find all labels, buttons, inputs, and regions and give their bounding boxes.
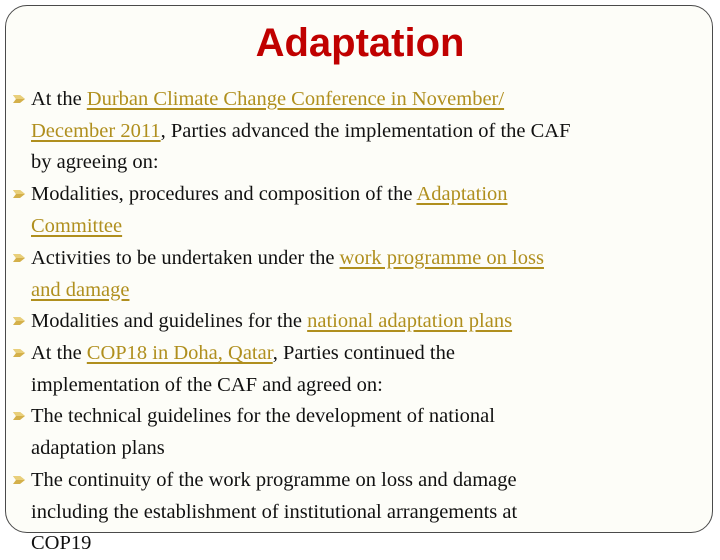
gold-arrow-bullet-icon — [12, 187, 26, 201]
gold-arrow-bullet-icon — [12, 314, 26, 328]
bullet-text: by agreeing on: — [31, 151, 159, 173]
bullet-text: implementation of the CAF and agreed on: — [31, 373, 383, 396]
slide-title: Adaptation — [255, 21, 465, 65]
adaptation-committee-link[interactable]: Adaptation — [416, 183, 508, 205]
bullet-item-technical-guidelines — [12, 401, 702, 464]
gold-arrow-bullet-icon — [12, 92, 26, 106]
bullet-item-durban — [12, 84, 702, 179]
bullet-item-loss-damage — [12, 243, 702, 306]
bullet-item-cop18 — [12, 338, 702, 401]
national-adaptation-plans-link[interactable]: national adaptation plans — [307, 310, 513, 332]
bullet-text: , Parties advanced the implementation of the CAF — [160, 119, 571, 142]
gold-arrow-bullet-icon — [12, 473, 26, 487]
bullet-item-nap — [12, 306, 702, 338]
loss-damage-link[interactable]: work programme on loss — [339, 247, 544, 269]
gold-arrow-bullet-icon — [12, 251, 26, 265]
bullet-text: COP19 — [31, 532, 92, 554]
bullet-text: Modalities, procedures and composition of the — [31, 183, 417, 205]
bullet-text: The technical guidelines for the development of national — [31, 405, 495, 427]
bullet-item-work-programme-continuity — [12, 465, 702, 560]
bullet-text: including the establishment of institutional arrangements at — [31, 500, 518, 523]
slide — [5, 5, 713, 554]
durban-conference-link-cont[interactable]: December 2011 — [31, 119, 161, 142]
bullet-text: adaptation plans — [31, 436, 165, 459]
bullet-item-adaptation-committee — [12, 179, 702, 242]
bullet-text: Activities to be undertaken under the — [31, 247, 340, 269]
bullet-list — [6, 6, 714, 554]
cop18-doha-link[interactable]: COP18 in Doha, Qatar — [86, 342, 273, 364]
durban-conference-link[interactable]: Durban Climate Change Conference in November/ — [86, 88, 505, 110]
bullet-text: , Parties continued the — [272, 342, 455, 364]
bullet-text: At the — [31, 342, 87, 364]
gold-arrow-bullet-icon — [12, 346, 26, 360]
bullet-text: Modalities and guidelines for the — [31, 310, 308, 332]
bullet-text: At the — [31, 88, 87, 110]
loss-damage-link-cont[interactable]: and damage — [31, 278, 130, 301]
bullet-text: The continuity of the work programme on loss and damage — [31, 469, 517, 491]
gold-arrow-bullet-icon — [12, 409, 26, 423]
adaptation-committee-link-cont[interactable]: Committee — [31, 214, 123, 237]
